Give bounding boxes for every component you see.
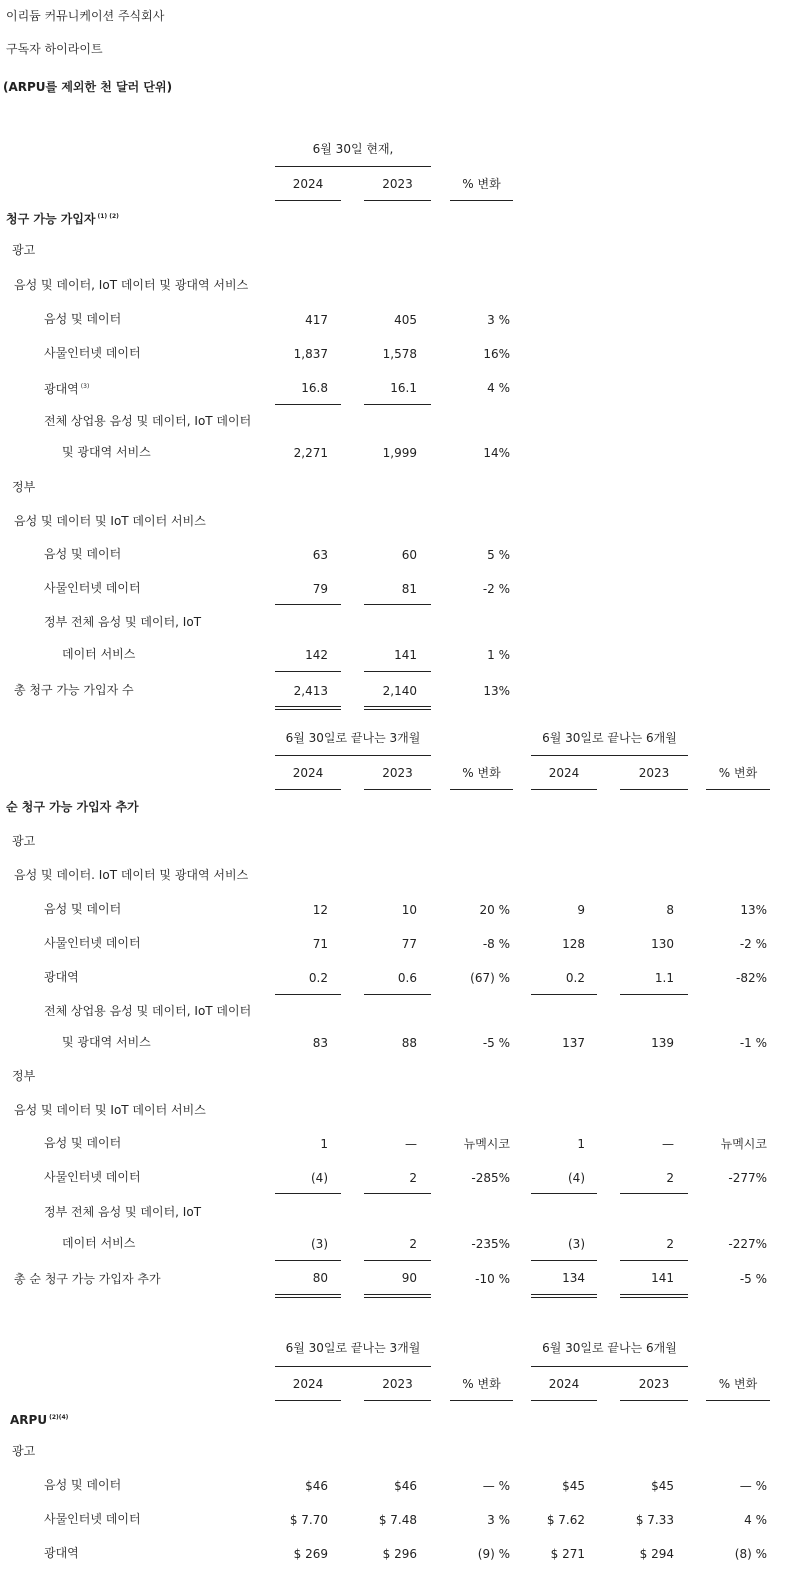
t2-total-double-rule xyxy=(620,1294,688,1298)
t2-cell: 뉴멕시코 xyxy=(463,1137,510,1151)
t1-cell: 13% xyxy=(483,684,510,698)
t1-row-label: 사물인터넷 데이터 xyxy=(44,346,141,360)
t2-cell: 2 xyxy=(666,1171,674,1185)
t1-cell: 60 xyxy=(401,548,417,562)
t2-period-3m: 6월 30일로 끝나는 3개월 xyxy=(285,731,421,745)
t3-section-title: ARPU $^{(2)(4)}$ xyxy=(10,1413,69,1427)
t1-total-double-rule xyxy=(275,706,341,710)
t1-subtotal-rule xyxy=(364,404,431,405)
t2-header-rule xyxy=(450,789,513,790)
t1-subtotal-rule xyxy=(275,671,341,672)
t3-row-label: 사물인터넷 데이터 xyxy=(44,1512,141,1526)
t1-subtotal-rule xyxy=(275,604,341,605)
t1-cell: 141 xyxy=(394,648,417,662)
t3-row-label: 광대역 xyxy=(44,1546,79,1560)
t2-subtotal-rule xyxy=(275,1260,341,1261)
t2-subtotal-rule xyxy=(275,1193,341,1194)
t3-cell: $ 269 xyxy=(293,1547,328,1561)
t1-row-label: 정부 전체 음성 및 데이터, IoT xyxy=(44,615,202,629)
t2-cell: 128 xyxy=(562,937,585,951)
t1-row-label: 광대역 $^{(3)}$ xyxy=(44,382,90,396)
t2-cell: -2 % xyxy=(739,937,767,951)
t3-header-rule xyxy=(450,1400,513,1401)
t2-cell: 1 xyxy=(577,1137,585,1151)
t2-period-rule xyxy=(531,755,688,756)
t3-header-rule xyxy=(531,1400,597,1401)
t1-cell: 16% xyxy=(483,347,510,361)
t2-cell: 2 xyxy=(409,1171,417,1185)
t3-period-rule xyxy=(531,1366,688,1367)
t2-cell: -5 % xyxy=(739,1272,767,1286)
t3-row-label: 음성 및 데이터 xyxy=(44,1478,122,1492)
t1-subtotal-rule xyxy=(364,671,431,672)
t2-header-rule xyxy=(620,789,688,790)
t2-subtotal-rule xyxy=(531,994,597,995)
t2-subtotal-rule xyxy=(364,1193,431,1194)
t2-cell: 2 xyxy=(666,1237,674,1251)
t1-header-rule xyxy=(450,200,513,201)
t2-cell: -277% xyxy=(728,1171,767,1185)
t1-row-label: 및 광대역 서비스 xyxy=(62,445,151,459)
t2-cell: — xyxy=(662,1137,674,1151)
t1-cell: 14% xyxy=(483,446,510,460)
unit-note: (ARPU를 제외한 천 달러 단위) xyxy=(3,80,173,94)
t2-total-double-rule xyxy=(275,1294,341,1298)
t2-row-label: 사물인터넷 데이터 xyxy=(44,936,141,950)
t2-period-6m: 6월 30일로 끝나는 6개월 xyxy=(542,731,677,745)
t3-cell: $46 xyxy=(305,1479,328,1493)
t3-header-rule xyxy=(364,1400,431,1401)
t2-cell: 0.2 xyxy=(308,971,328,985)
t2-header-rule xyxy=(275,789,341,790)
t3-cell: $ 7.33 xyxy=(635,1513,674,1527)
t2-cell: (3) xyxy=(568,1237,585,1251)
t2-subtotal-rule xyxy=(364,994,431,995)
t3-cell: $45 xyxy=(562,1479,585,1493)
t1-section-title: 청구 가능 가입자 $^{(1) (2)}$ xyxy=(6,212,119,226)
t1-header-rule xyxy=(275,200,341,201)
t3-cell: $ 294 xyxy=(639,1547,674,1561)
t1-cell: 1,578 xyxy=(382,347,417,361)
t3-period-6m: 6월 30일로 끝나는 6개월 xyxy=(542,1341,677,1355)
t1-grand-total-label: 총 청구 가능 가입자 수 xyxy=(14,683,134,697)
t1-government-label: 정부 xyxy=(12,480,36,494)
t2-cell: 1.1 xyxy=(654,971,674,985)
t1-cell: 2,140 xyxy=(382,684,417,698)
t2-cell: (4) xyxy=(311,1171,328,1185)
t2-cell: 0.6 xyxy=(397,971,417,985)
t2-cell: -5 % xyxy=(482,1036,510,1050)
t1-cell: 5 % xyxy=(487,548,510,562)
t1-row-label: 음성 및 데이터 xyxy=(44,547,122,561)
t2-row-label: 사물인터넷 데이터 xyxy=(44,1170,141,1184)
t2-row-label: 광대역 xyxy=(44,970,79,984)
t2-header-rule xyxy=(364,789,431,790)
t1-commercial-label: 광고 xyxy=(12,243,36,257)
t2-cell: 2 xyxy=(409,1237,417,1251)
t2-cell: -227% xyxy=(728,1237,767,1251)
t1-row-label: 음성 및 데이터 xyxy=(44,312,122,326)
t3-cell: (8) % xyxy=(734,1547,767,1561)
t1-row-label: 데이터 서비스 xyxy=(62,647,136,661)
t1-cell: 405 xyxy=(394,313,417,327)
t2-subtotal-rule xyxy=(364,1260,431,1261)
t1-cell: 63 xyxy=(312,548,328,562)
t2-section-title: 순 청구 가능 가입자 추가 xyxy=(6,800,139,814)
t1-cell: 1,837 xyxy=(293,347,328,361)
t1-col-change: % 변화 xyxy=(462,177,501,191)
t2-row-label: 음성 및 데이터 xyxy=(44,1136,122,1150)
t1-cell: 4 % xyxy=(487,381,510,395)
t2-cell: 0.2 xyxy=(565,971,585,985)
t3-col-2024: 2024 xyxy=(548,1377,580,1391)
t3-col-2023: 2023 xyxy=(638,1377,670,1391)
t2-subtotal-rule xyxy=(620,1260,688,1261)
t2-cell: 12 xyxy=(312,903,328,917)
t2-cell: -1 % xyxy=(739,1036,767,1050)
t1-subtotal-rule xyxy=(364,604,431,605)
t2-government-label: 정부 xyxy=(12,1069,36,1083)
t1-cell: 2,413 xyxy=(293,684,328,698)
t2-cell: 9 xyxy=(577,903,585,917)
t3-cell: $ 271 xyxy=(550,1547,585,1561)
t1-header-rule xyxy=(364,200,431,201)
t2-cell: -235% xyxy=(471,1237,510,1251)
t1-col-2024: 2024 xyxy=(292,177,324,191)
t3-cell: 3 % xyxy=(487,1513,510,1527)
t2-cell: 137 xyxy=(562,1036,585,1050)
t3-cell: $45 xyxy=(651,1479,674,1493)
t1-cell: 417 xyxy=(305,313,328,327)
t3-cell: $ 296 xyxy=(382,1547,417,1561)
t3-col-2023: 2023 xyxy=(382,1377,413,1391)
t3-col-2024: 2024 xyxy=(292,1377,324,1391)
t2-col-2023: 2023 xyxy=(382,766,413,780)
t2-cell: -10 % xyxy=(475,1272,510,1286)
t2-grand-total-label: 총 순 청구 가능 가입자 추가 xyxy=(14,1272,161,1286)
t1-total-double-rule xyxy=(364,706,431,710)
t2-period-rule xyxy=(275,755,431,756)
t2-cell: 141 xyxy=(651,1271,674,1285)
t2-subtotal-rule xyxy=(275,994,341,995)
t2-subtotal-rule xyxy=(620,994,688,995)
t1-cell: 1 % xyxy=(487,648,510,662)
t2-col-2023: 2023 xyxy=(638,766,670,780)
t1-row-label: 사물인터넷 데이터 xyxy=(44,581,141,595)
t3-commercial-label: 광고 xyxy=(12,1444,36,1458)
t3-cell: (9) % xyxy=(477,1547,510,1561)
t2-cell: -82% xyxy=(735,971,767,985)
t2-cell: 134 xyxy=(562,1271,585,1285)
t2-cell: 13% xyxy=(740,903,767,917)
t3-cell: — % xyxy=(739,1479,767,1493)
t2-cell: (67) % xyxy=(470,971,510,985)
t2-cell: 20 % xyxy=(479,903,510,917)
t2-subtotal-rule xyxy=(531,1193,597,1194)
t1-cell: 16.1 xyxy=(390,381,417,395)
t3-col-change: % 변화 xyxy=(462,1377,501,1391)
t2-col-change: % 변화 xyxy=(718,766,758,780)
t3-cell: $ 7.62 xyxy=(546,1513,585,1527)
t2-cell: 90 xyxy=(401,1271,417,1285)
t2-cell: 1 xyxy=(320,1137,328,1151)
company-name: 이리듐 커뮤니케이션 주식회사 xyxy=(6,9,165,23)
t1-cell: 16.8 xyxy=(301,381,328,395)
t2-col-2024: 2024 xyxy=(548,766,580,780)
t3-cell: $ 7.70 xyxy=(289,1513,328,1527)
t2-cell: (4) xyxy=(568,1171,585,1185)
t2-header-rule xyxy=(706,789,770,790)
t2-cell: 83 xyxy=(312,1036,328,1050)
t2-gov-group: 음성 및 데이터 및 IoT 데이터 서비스 xyxy=(14,1103,206,1117)
t2-total-double-rule xyxy=(364,1294,431,1298)
t2-row-label: 음성 및 데이터 xyxy=(44,902,122,916)
t1-cell: 2,271 xyxy=(293,446,328,460)
t1-cell: 3 % xyxy=(487,313,510,327)
t2-cell: 139 xyxy=(651,1036,674,1050)
t2-header-rule xyxy=(531,789,597,790)
t3-period-rule xyxy=(275,1366,431,1367)
t2-col-change: % 변화 xyxy=(462,766,501,780)
t2-subtotal-rule xyxy=(531,1260,597,1261)
t2-commercial-label: 광고 xyxy=(12,834,36,848)
t1-cell: 79 xyxy=(312,582,328,596)
t3-cell: — % xyxy=(482,1479,510,1493)
t1-cell: 1,999 xyxy=(382,446,417,460)
t2-cell: 80 xyxy=(312,1271,328,1285)
t3-col-change: % 변화 xyxy=(718,1377,758,1391)
t1-subtotal-rule xyxy=(275,404,341,405)
page-subtitle: 구독자 하이라이트 xyxy=(6,42,103,56)
t3-header-rule xyxy=(620,1400,688,1401)
t2-cell: 8 xyxy=(666,903,674,917)
t2-cell: — xyxy=(405,1137,417,1151)
t1-cell: -2 % xyxy=(482,582,510,596)
t1-col-2023: 2023 xyxy=(382,177,413,191)
t2-cell: -8 % xyxy=(482,937,510,951)
t2-cell: 88 xyxy=(401,1036,417,1050)
t1-cell: 142 xyxy=(305,648,328,662)
t3-header-rule xyxy=(275,1400,341,1401)
t2-cell: 10 xyxy=(401,903,417,917)
t2-col-2024: 2024 xyxy=(292,766,324,780)
t2-cell: 130 xyxy=(651,937,674,951)
t2-cell: 71 xyxy=(312,937,328,951)
t1-commercial-group: 음성 및 데이터, IoT 데이터 및 광대역 서비스 xyxy=(14,278,249,292)
t3-period-3m: 6월 30일로 끝나는 3개월 xyxy=(285,1341,421,1355)
t1-period-rule xyxy=(275,166,431,167)
t2-row-label: 정부 전체 음성 및 데이터, IoT xyxy=(44,1205,202,1219)
t2-cell: (3) xyxy=(311,1237,328,1251)
t3-header-rule xyxy=(706,1400,770,1401)
t1-row-label: 전체 상업용 음성 및 데이터, IoT 데이터 xyxy=(44,414,252,428)
t2-total-double-rule xyxy=(531,1294,597,1298)
t1-period-header: 6월 30일 현재, xyxy=(312,142,394,156)
t2-row-label: 전체 상업용 음성 및 데이터, IoT 데이터 xyxy=(44,1004,252,1018)
t2-commercial-group: 음성 및 데이터. IoT 데이터 및 광대역 서비스 xyxy=(14,868,249,882)
t2-row-label: 데이터 서비스 xyxy=(62,1236,136,1250)
t2-row-label: 및 광대역 서비스 xyxy=(62,1035,151,1049)
t3-cell: $ 7.48 xyxy=(378,1513,417,1527)
t2-cell: -285% xyxy=(471,1171,510,1185)
t3-cell: $46 xyxy=(394,1479,417,1493)
t2-cell: 77 xyxy=(401,937,417,951)
t1-gov-group: 음성 및 데이터 및 IoT 데이터 서비스 xyxy=(14,514,206,528)
t3-cell: 4 % xyxy=(744,1513,767,1527)
t2-subtotal-rule xyxy=(620,1193,688,1194)
t2-cell: 뉴멕시코 xyxy=(720,1137,767,1151)
t1-cell: 81 xyxy=(401,582,417,596)
